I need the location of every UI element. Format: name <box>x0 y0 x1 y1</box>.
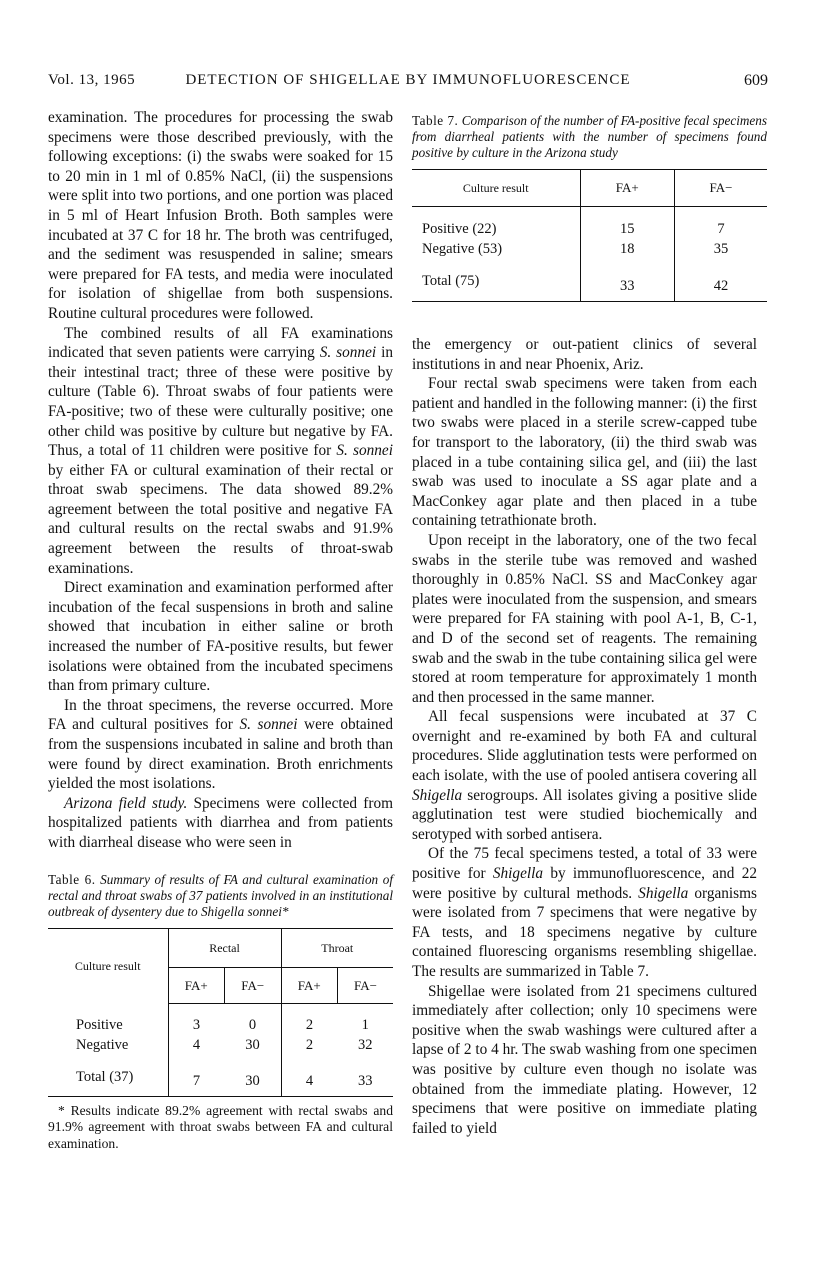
paragraph: examination. The procedures for processing the swab specimens were those described previously, with the following exceptions: (i) the swabs were soaked for 15 to 20 min in 1 ml of 0.85% NaCl, (ii) the suspensions were split into two portions, and one portion was placed in 5 ml of Heart Infusion Broth. Both samples were incubated at 37 C for 18 hr. The broth was centrifuged, and the sediment was resuspended in saline; smears were prepared for FA tests, and media were inoculated for isolation of shigellae from both suspensions. Routine cultural procedures were followed. <box>48 109 393 322</box>
table-row-total <box>48 1056 393 1097</box>
caption-text: Summary of results of FA and cultural examination of rectal and throat swabs of 37 patients involved in an institutional outbreak of dysentery due to Shigella sonnei* <box>48 872 393 919</box>
paragraph: Four rectal swab specimens were taken from each patient and handled in the following manner: (i) the first two swabs were placed in a sterile screw-capped tube for transport to the laboratory, (ii) the third swab was placed in a tube containing silica gel, and (iii) the last swab was used to inoculate a SS agar plate and a MacConkey agar plate and then placed in a tube containing tetrathionate broth. <box>412 375 757 530</box>
genus-name: Shigella <box>638 884 689 902</box>
table-label: Table 6. <box>48 872 96 887</box>
cell: 30 <box>245 1037 260 1053</box>
paragraph: Upon receipt in the laboratory, one of the two fecal swabs in the sterile tube was removed and washed thoroughly in 0.85% NaCl. SS and MacConkey agar plates were inoculated from the suspension, and smears were prepared for FA staining with pool A-1, B, C-1, and D of the second set of reagents. The remaining swab and the swab in the tube containing silica gel were stored at room temperature for approximately 1 month and then processed in the same manner. <box>412 531 757 706</box>
text-run: The combined results of all FA examinations indicated that seven patients were carrying <box>48 324 393 362</box>
cell: 15 <box>580 207 674 240</box>
running-header <box>48 72 768 96</box>
column-group-header: Rectal <box>168 929 281 968</box>
cell: 4 <box>168 1036 225 1056</box>
text-run: serogroups. All isolates giving a positive slide agglutination test were studied biochemically and serotyped with sorbed antisera. <box>412 786 757 843</box>
cell: 30 <box>245 1073 260 1089</box>
table-7 <box>412 113 767 302</box>
text-run: by immunofluorescence, and 22 were positive by cultural methods. <box>412 865 757 902</box>
genus-name: Shigella <box>412 786 463 804</box>
table-7-caption <box>412 113 767 161</box>
row-label: Positive <box>76 1017 123 1033</box>
species-name: S. sonnei <box>319 344 377 362</box>
cell: 35 <box>674 239 767 259</box>
paragraph: Direct examination and examination performed after incubation of the fecal suspensions in broth and saline showed that incubation in either saline or broth increased the number of FA-positive results, but fewer isolations were obtained from the incubated specimens than from primary culture. <box>48 579 393 695</box>
paragraph: Shigellae were isolated from 21 specimens cultured immediately after collection; only 10 specimens were positive when the swab washings were cultured after a lapse of 2 to 4 hr. The swab washing from one specimen was positive by culture even though no isolate was obtained from the immediate plating. However, 12 specimens that were positive on immediate plating failed to yield <box>412 982 757 1137</box>
row-label: Negative <box>76 1037 129 1053</box>
cell: 3 <box>168 1004 225 1036</box>
caption-text: Comparison of the number of FA-positive fecal specimens from diarrheal patients with the number of specimens found positive by culture in the Arizona study <box>412 113 767 160</box>
table-row-total <box>412 259 767 302</box>
row-label: Negative (53) <box>422 240 503 257</box>
row-label: Total (75) <box>422 272 480 289</box>
paragraph: the emergency or out-patient clinics of several institutions in and near Phoenix, Ariz. <box>412 336 757 373</box>
left-column <box>48 108 393 853</box>
column-header: FA− <box>338 968 393 1004</box>
table-6-grid <box>48 928 393 1097</box>
column-header: FA+ <box>168 968 225 1004</box>
genus-name: Shigella <box>492 865 544 883</box>
cell: 33 <box>358 1073 373 1089</box>
column-header: FA− <box>225 968 282 1004</box>
paragraph <box>48 324 393 579</box>
text-run: All fecal suspensions were incubated at 37 C overnight and re-examined by both FA and cultural procedures. Slide agglutination tests were performed on each isolate, with the use of pooled antisera covering all <box>412 708 757 785</box>
column-header: FA+ <box>580 170 674 207</box>
column-header: FA− <box>674 170 767 207</box>
table-row <box>48 1036 393 1056</box>
text-run: were obtained from the suspensions incubated in saline and broth than were found by direct examination. Broth enrichments yielded the most isolations. <box>48 716 393 793</box>
cell: 18 <box>580 239 674 259</box>
page-number: 609 <box>744 72 768 89</box>
table-row <box>412 239 767 259</box>
table-row <box>48 1004 393 1036</box>
table-6-caption <box>48 872 393 920</box>
paragraph <box>412 707 757 844</box>
text-run: Specimens were collected from hospitalized patients with diarrhea and from patients with diarrheal disease who were seen in <box>48 794 393 851</box>
right-column <box>412 335 757 1138</box>
text-run: Of the 75 fecal specimens tested, a total of 33 were positive for <box>412 845 757 883</box>
text-run: organisms were isolated from 7 specimens that were negative by FA tests, and 18 specimens negative by culture contained fluorescing organisms resembling shigellae. The results are summarized in Table 7. <box>412 884 757 980</box>
column-header: Culture result <box>412 170 580 207</box>
table-7-grid <box>412 169 767 302</box>
column-header: FA+ <box>281 968 338 1004</box>
cell: 2 <box>281 1004 338 1036</box>
species-name: S. sonnei <box>239 716 298 734</box>
row-label: Positive (22) <box>422 220 497 237</box>
table-label: Table 7. <box>412 113 459 128</box>
table-6-footnote: * Results indicate 89.2% agreement with rectal swabs and 91.9% agreement with throat swabs between FA and cultural examination. <box>48 1102 393 1151</box>
text-run: by either FA or cultural examination of their rectal or throat swab specimens. The data showed 89.2% agreement between the total positive and negative FA and cultural results on the rectal swabs and 91.9% agreement between the results of throat-swab examinations. <box>48 461 393 577</box>
journal-volume: Vol. 13, 1965 <box>48 72 136 88</box>
cell: 1 <box>361 1017 369 1034</box>
paragraph <box>48 696 393 794</box>
species-name: S. sonnei <box>336 442 393 460</box>
cell: 42 <box>674 259 767 302</box>
paragraph <box>48 794 393 853</box>
text-run: In the throat specimens, the reverse occurred. More FA and cultural positives for <box>48 696 393 734</box>
section-heading: Arizona field study. <box>64 794 188 812</box>
column-header: Culture result <box>74 958 141 973</box>
table-row <box>412 207 767 240</box>
paragraph <box>412 844 757 981</box>
cell: 0 <box>248 1017 257 1034</box>
table-6 <box>48 872 393 1152</box>
row-label: Total (37) <box>76 1069 134 1085</box>
cell: 7 <box>674 207 767 240</box>
cell: 4 <box>281 1056 338 1097</box>
cell: 2 <box>281 1036 338 1056</box>
text-run: in their intestinal tract; three of these were positive by culture (Table 6). Throat swabs of four patients were FA-positive; two of these were culturally positive; one other child was positive by culture but negative by FA. Thus, a total of 11 children were positive for <box>48 344 393 460</box>
cell: 7 <box>168 1056 225 1097</box>
cell: 33 <box>580 259 674 302</box>
cell: 32 <box>358 1037 373 1053</box>
running-title: DETECTION OF SHIGELLAE BY IMMUNOFLUORESCENCE <box>185 72 631 88</box>
column-group-header: Throat <box>281 929 393 968</box>
